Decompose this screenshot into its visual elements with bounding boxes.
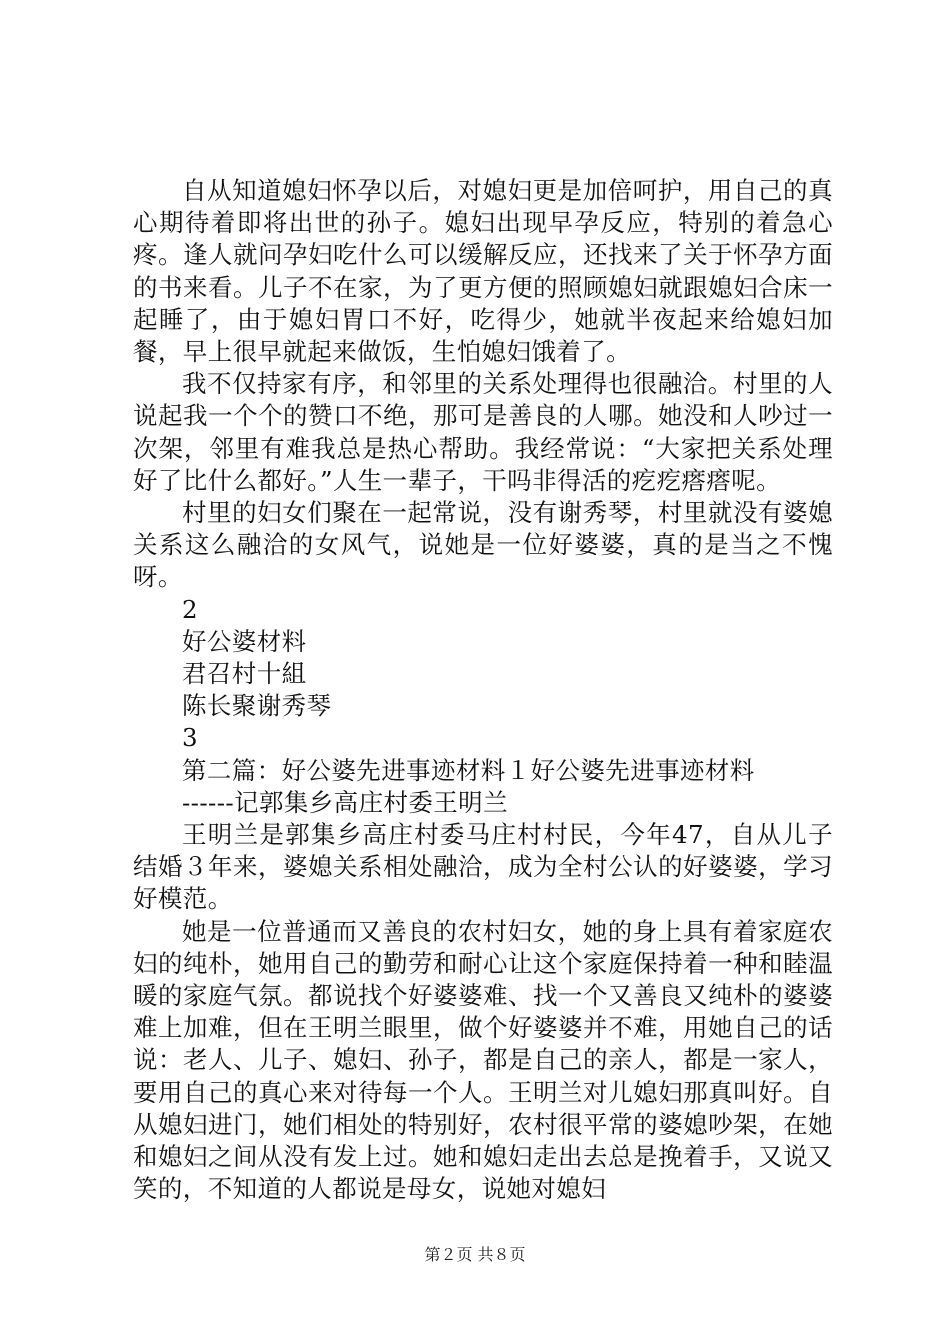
paragraph-care-for-daughter-in-law: 自从知道媳妇怀孕以后，对媳妇更是加倍呵护，用自己的真心期待着即将出世的孙子。媳妇出现早孕反应，特别的着急心疼。逢人就问孕妇吃什么可以缓解反应，还找来了关于怀孕方面的书来看。儿子不在家，为了更方便的照顾媳妇就跟媳妇合床一起睡了，由于媳妇胃口不好，吃得少，她就半夜起来给媳妇加餐，早上很早就起来做饭，生怕媳妇饿着了。 xyxy=(133,176,833,367)
paragraph-introduction: 王明兰是郭集乡高庄村委马庄村村民，今年47，自从儿子结婚３年来，婆媳关系相处融洽，成为全村公认的好婆婆，学习好模范。 xyxy=(133,820,833,914)
page-footer: 第２页 共８页 xyxy=(424,1245,526,1264)
section-title: 好公婆材料 xyxy=(182,626,307,656)
document-body xyxy=(133,175,833,1206)
chapter-subtitle: ------记郭集乡高庄村委王明兰 xyxy=(182,787,508,817)
page-number-marker: 2 xyxy=(182,594,198,624)
village-group-line: 君召村十組 xyxy=(182,659,307,689)
chapter-heading: 第二篇：好公婆先进事迹材料１好公婆先进事迹材料 xyxy=(182,755,755,785)
names-line: 陈长聚谢秀琴 xyxy=(182,691,332,721)
paragraph-neighbor-relations: 我不仅持家有序，和邻里的关系处理得也很融洽。村里的人说起我一个个的赞口不绝，那可是善良的人哪。她没和人吵过一次架，邻里有难我总是热心帮助。我经常说：“大家把关系处理好了比什么都好。”人生一辈子，干吗非得活的疙疙瘩瘩呢。 xyxy=(133,369,833,495)
page-number-marker: 3 xyxy=(182,723,198,753)
paragraph-character-description: 她是一位普通而又善良的农村妇女，她的身上具有着家庭农妇的纯朴，她用自己的勤劳和耐心让这个家庭保持着一种和睦温暖的家庭气氛。都说找个好婆婆难、找一个又善良又纯朴的婆婆难上加难，但在王明兰眼里，做个好婆婆并不难，用她自己的话说：老人、儿子、媳妇、孙子，都是自己的亲人，都是一家人，要用自己的真心来对待每一个人。王明兰对儿媳妇那真叫好。自从媳妇进门，她们相处的特别好，农村很平常的婆媳吵架，在她和媳妇之间从没有发上过。她和媳妇走出去总是挽着手，又说又笑的，不知道的人都说是母女，说她对媳妇 xyxy=(133,916,833,1204)
paragraph-village-praise: 村里的妇女们聚在一起常说，没有谢秀琴，村里就没有婆媳关系这么融洽的女风气，说她是一位好婆婆，真的是当之不愧呀。 xyxy=(133,498,833,592)
